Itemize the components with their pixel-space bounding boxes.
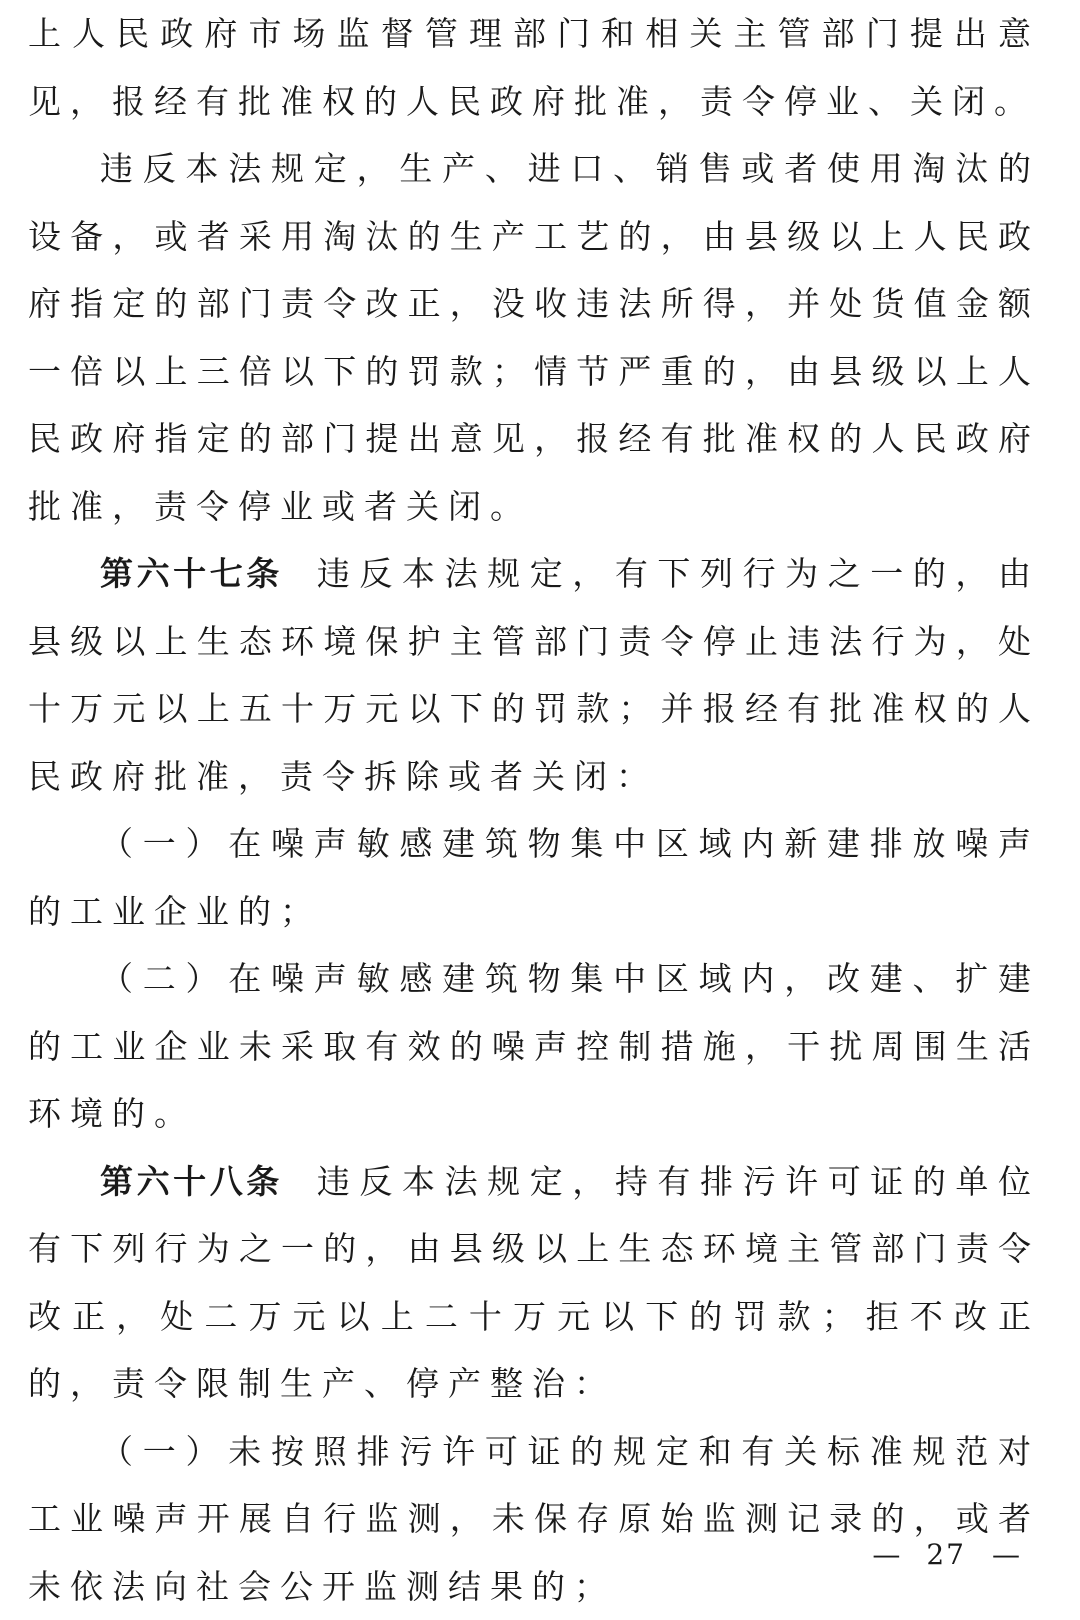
page-number: 27: [926, 1538, 966, 1571]
paragraph-text: 违反本法规定，生产、进口、销售或者使用淘汰的设备，或者采用淘汰的生产工艺的，由县级以上人民政府指定的部门责令改正，没收违法所得，并处货值金额一倍以上三倍以下的罚款；情节严重的，由县级以上人民政府指定的部门提出意见，报经有批准权的人民政府批准，责令停业或者关闭。: [28, 149, 1040, 526]
article-67-item-2: [28, 945, 1040, 1148]
paragraph-2: [28, 135, 1040, 540]
paragraph-1: [28, 0, 1040, 135]
article-label: 第六十七条: [100, 554, 283, 593]
paragraph-text: 违反本法规定，持有排污许可证的单位有下列行为之一的，由县级以上生态环境主管部门责令改正，处二万元以上二十万元以下的罚款；拒不改正的，责令限制生产、停产整治：: [28, 1162, 1040, 1404]
page-footer: [872, 1538, 1020, 1571]
article-68-item-1: [28, 1418, 1040, 1620]
paragraph-text: （一）在噪声敏感建筑物集中区域内新建排放噪声的工业企业的；: [28, 824, 1040, 931]
paragraph-text: （一）未按照排污许可证的规定和有关标准规范对工业噪声开展自行监测，未保存原始监测记录的，或者未依法向社会公开监测结果的；: [28, 1432, 1040, 1606]
paragraph-text: 违反本法规定，有下列行为之一的，由县级以上生态环境保护主管部门责令停止违法行为，处十万元以上五十万元以下的罚款；并报经有批准权的人民政府批准，责令拆除或者关闭：: [28, 554, 1040, 796]
article-67: [28, 540, 1040, 810]
paragraph-text: （二）在噪声敏感建筑物集中区域内，改建、扩建的工业企业未采取有效的噪声控制措施，干扰周围生活环境的。: [28, 959, 1040, 1133]
footer-dash-right: —: [992, 1538, 1020, 1571]
paragraph-text: 上人民政府市场监督管理部门和相关主管部门提出意见，报经有批准权的人民政府批准，责令停业、关闭。: [28, 14, 1040, 121]
article-68: [28, 1148, 1040, 1418]
article-label: 第六十八条: [100, 1162, 283, 1201]
footer-dash-left: —: [872, 1538, 900, 1571]
document-body: [28, 0, 1040, 1620]
article-67-item-1: [28, 810, 1040, 945]
